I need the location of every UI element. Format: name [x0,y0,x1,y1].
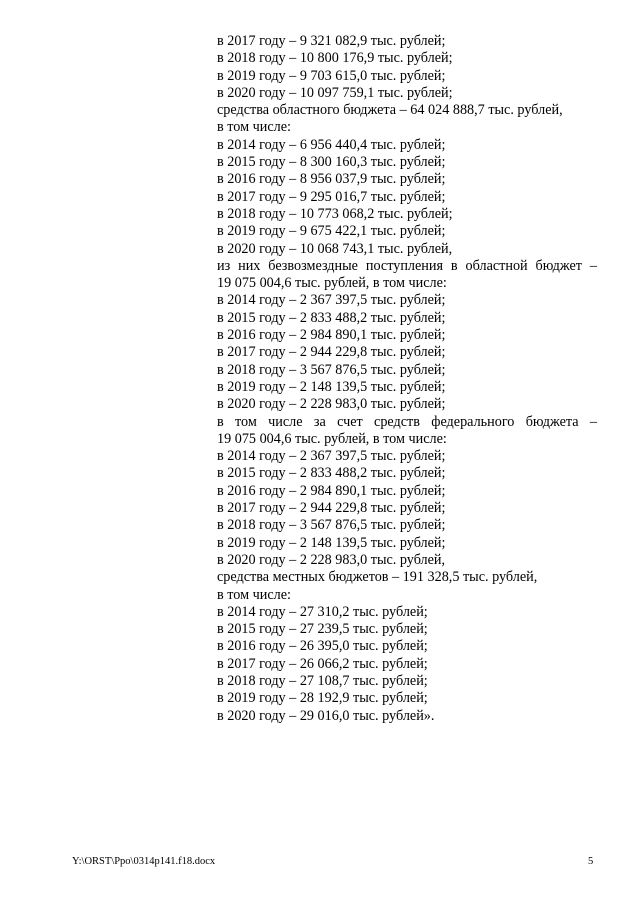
text-line: в 2017 году – 9 321 082,9 тыс. рублей; [217,33,446,49]
text-line: в 2018 году – 3 567 876,5 тыс. рублей; [217,361,446,378]
text-line: в 2014 году – 2 367 397,5 тыс. рублей; [217,292,446,309]
page-number: 5 [588,856,594,867]
text-line: в 2019 году – 9 703 615,0 тыс. рублей; [217,67,446,84]
text-line: в 2017 году – 26 066,2 тыс. рублей; [217,655,428,672]
footer-file-path: Y:\ORST\Ppo\0314p141.f18.docx [72,856,216,867]
text-line: в 2018 году – 27 108,7 тыс. рублей; [217,672,428,689]
text-line: в 2018 году – 10 800 176,9 тыс. рублей; [217,50,453,67]
text-line: в 2016 году – 2 984 890,1 тыс. рублей; [217,482,446,499]
text-line: в 2017 году – 2 944 229,8 тыс. рублей; [217,344,446,361]
text-line: в 2015 году – 2 833 488,2 тыс. рублей; [217,465,446,482]
text-line: 19 075 004,6 тыс. рублей, в том числе: [217,430,447,447]
text-line: средства местных бюджетов – 191 328,5 тыс. рублей, [217,569,538,586]
text-line: в 2020 году – 10 068 743,1 тыс. рублей, [217,240,453,257]
text-line: в 2016 году – 2 984 890,1 тыс. рублей; [217,327,446,344]
text-line: в том числе: [217,586,291,603]
text-line: в 2018 году – 10 773 068,2 тыс. рублей; [217,205,453,222]
text-line: в том числе за счет средств федерального бюджета – [217,413,597,430]
text-line: 19 075 004,6 тыс. рублей, в том числе: [217,275,447,292]
text-line: в 2020 году – 10 097 759,1 тыс. рублей; [217,84,453,101]
text-line: в 2019 году – 2 148 139,5 тыс. рублей; [217,534,446,551]
text-line: средства областного бюджета – 64 024 888,7 тыс. рублей, [217,102,563,119]
text-line: в 2016 году – 8 956 037,9 тыс. рублей; [217,171,446,188]
text-line: в 2015 году – 27 239,5 тыс. рублей; [217,621,428,638]
text-line: в 2018 году – 3 567 876,5 тыс. рублей; [217,517,446,534]
document-body [217,33,597,725]
text-line: в 2014 году – 27 310,2 тыс. рублей; [217,603,428,620]
text-line: в 2019 году – 9 675 422,1 тыс. рублей; [217,223,446,240]
text-line: в 2015 году – 2 833 488,2 тыс. рублей; [217,309,446,326]
text-line: в 2014 году – 6 956 440,4 тыс. рублей; [217,136,446,153]
text-line: в 2017 году – 2 944 229,8 тыс. рублей; [217,500,446,517]
text-line: в 2019 году – 2 148 139,5 тыс. рублей; [217,378,446,395]
text-line: в 2017 году – 9 295 016,7 тыс. рублей; [217,188,446,205]
text-line: в 2015 году – 8 300 160,3 тыс. рублей; [217,154,446,171]
text-line: в 2020 году – 29 016,0 тыс. рублей». [217,707,435,724]
text-line: из них безвозмездные поступления в областной бюджет – [217,257,597,274]
text-line: в 2016 году – 26 395,0 тыс. рублей; [217,638,428,655]
text-line: в том числе: [217,119,291,136]
text-line: в 2014 году – 2 367 397,5 тыс. рублей; [217,448,446,465]
text-line: в 2019 году – 28 192,9 тыс. рублей; [217,690,428,707]
text-line: в 2020 году – 2 228 983,0 тыс. рублей; [217,396,446,413]
text-line: в 2020 году – 2 228 983,0 тыс. рублей, [217,551,446,568]
